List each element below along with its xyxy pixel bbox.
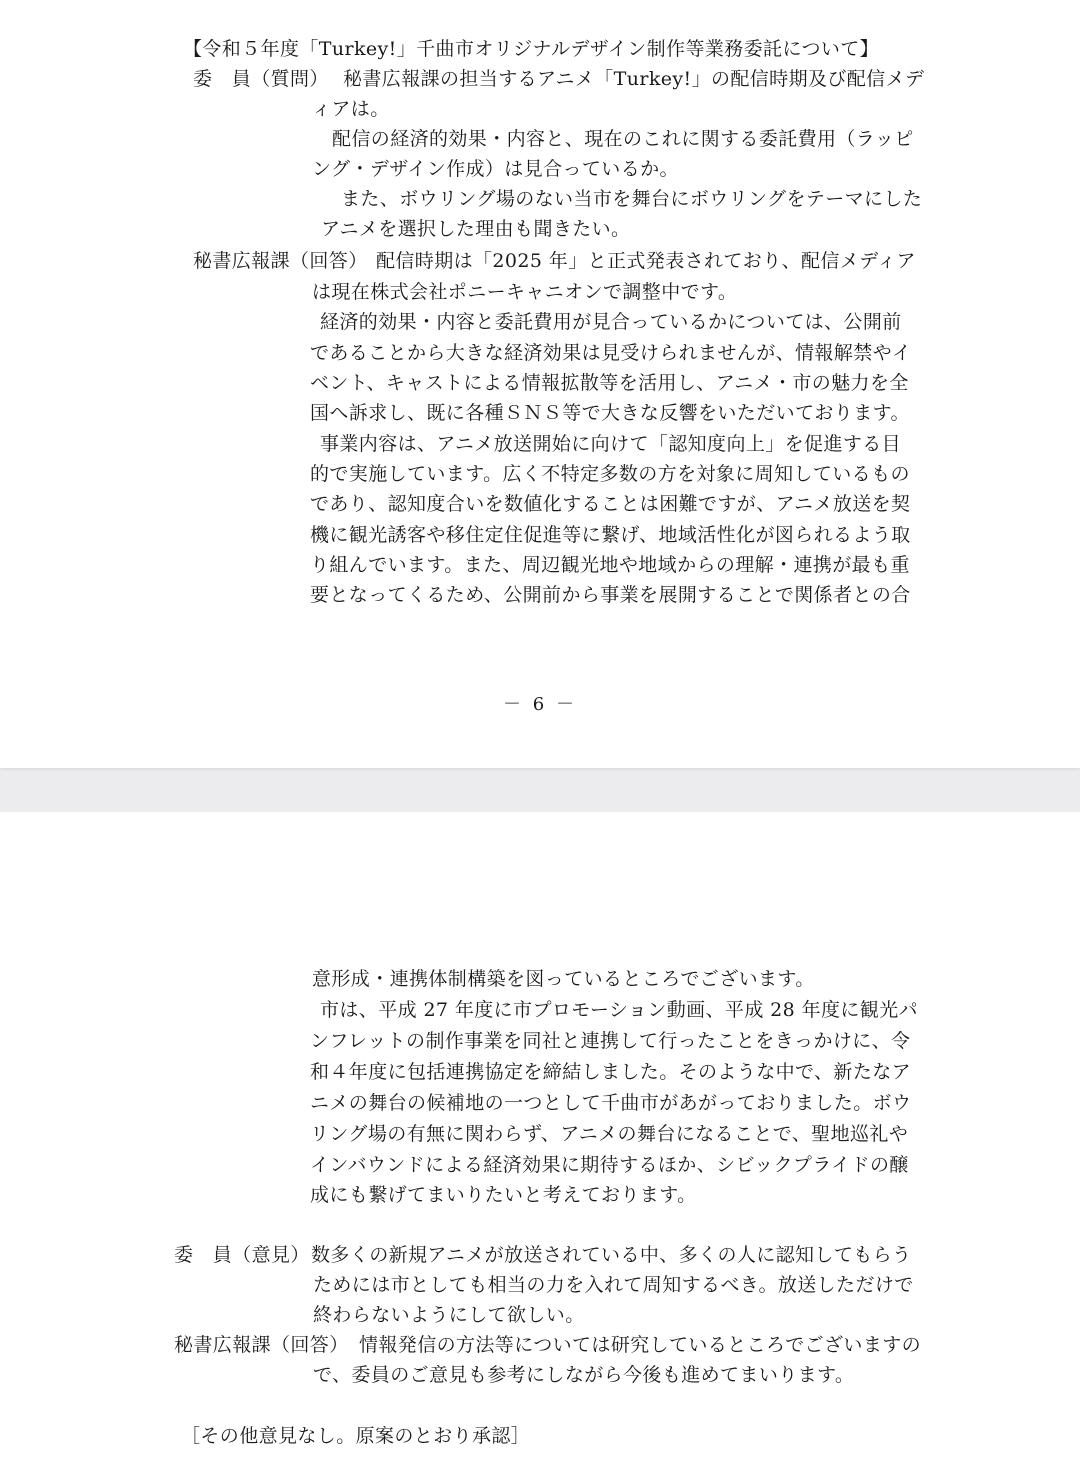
speaker-label-secretary-answer: 秘書広報課（回答）: [174, 1334, 349, 1356]
section-heading: 【令和５年度「Turkey!」千曲市オリジナルデザイン制作等業務委託について】: [183, 38, 880, 60]
body-line: 的で実施しています。広く不特定多数の方を対象に周知しているもの: [310, 463, 910, 485]
closing-note: ［その他意見なし。原案のとおり承認］: [181, 1425, 531, 1447]
body-line: インバウンドによる経済効果に期待するほか、シビックプライドの醸: [310, 1154, 909, 1176]
document-page-7: [0, 812, 1080, 1467]
speaker-label-committee-question: 委 員（質問）: [193, 68, 329, 90]
body-line: 国へ訴求し、既に各種ＳＮＳ等で大きな反響をいただいております。: [310, 402, 910, 424]
body-line: 市は、平成 27 年度に市プロモーション動画、平成 28 年度に観光パ: [320, 999, 918, 1021]
body-line: 配信時期は「2025 年」と正式発表されており、配信メディア: [376, 250, 916, 272]
body-line: 和４年度に包括連携協定を締結しました。そのような中で、新たなア: [310, 1061, 912, 1083]
body-line: 事業内容は、アニメ放送開始に向けて「認知度向上」を促進する目: [320, 433, 902, 455]
body-line: ィアは。: [312, 98, 390, 120]
speaker-label-secretary-answer: 秘書広報課（回答）: [193, 250, 368, 272]
body-line: 意形成・連携体制構築を図っているところでございます。: [312, 968, 815, 990]
body-line: は現在株式会社ポニーキャニオンで調整中です。: [312, 281, 738, 303]
body-line: ンフレットの制作事業を同社と連携して行ったことをきっかけに、令: [310, 1030, 911, 1052]
body-line: アニメを選択した理由も聞きたい。: [321, 218, 631, 240]
page-number: － 6 －: [503, 694, 577, 715]
body-line: ベント、キャストによる情報拡散等を活用し、アニメ・市の魅力を全: [310, 372, 909, 394]
body-line: 終わらないようにして欲しい。: [313, 1304, 585, 1326]
body-line: ング・デザイン作成）は見合っているか。: [312, 158, 679, 180]
body-line: また、ボウリング場のない当市を舞台にボウリングをテーマにした: [341, 188, 923, 210]
body-line: 情報発信の方法等については研究しているところでございますの: [359, 1334, 922, 1356]
body-line: 経済的効果・内容と委託費用が見合っているかについては、公開前: [320, 311, 902, 333]
body-line: ためには市としても相当の力を入れて周知するべき。放送しただけで: [313, 1274, 914, 1296]
body-line: であり、認知度合いを数値化することは困難ですが、アニメ放送を契: [310, 493, 911, 515]
body-line: 機に観光誘客や移住定住促進等に繋げ、地域活性化が図られるよう取: [310, 524, 911, 546]
body-line: ニメの舞台の候補地の一つとして千曲市があがっておりました。ボウ: [310, 1092, 912, 1114]
body-line: 成にも繋げてまいりたいと考えております。: [310, 1184, 697, 1206]
body-line: 秘書広報課の担当するアニメ「Turkey!」の配信時期及び配信メデ: [343, 68, 925, 90]
body-line: 数多くの新規アニメが放送されている中、多くの人に認知してもらう: [311, 1244, 912, 1266]
body-line: り組んでいます。また、周辺観光地や地域からの理解・連携が最も重: [310, 554, 910, 576]
body-line: 配信の経済的効果・内容と、現在のこれに関する委託費用（ラッピ: [332, 128, 914, 150]
body-line: で、委員のご意見も参考にしながら今後も進めてまいります。: [313, 1364, 855, 1386]
body-line: 要となってくるため、公開前から事業を展開することで関係者との合: [310, 584, 911, 606]
body-line: リング場の有無に関わらず、アニメの舞台になることで、聖地巡礼や: [310, 1123, 909, 1145]
speaker-label-committee-opinion: 委 員（意見）: [174, 1244, 310, 1266]
body-line: であることから大きな経済効果は見受けられませんが、情報解禁やイ: [310, 342, 912, 364]
